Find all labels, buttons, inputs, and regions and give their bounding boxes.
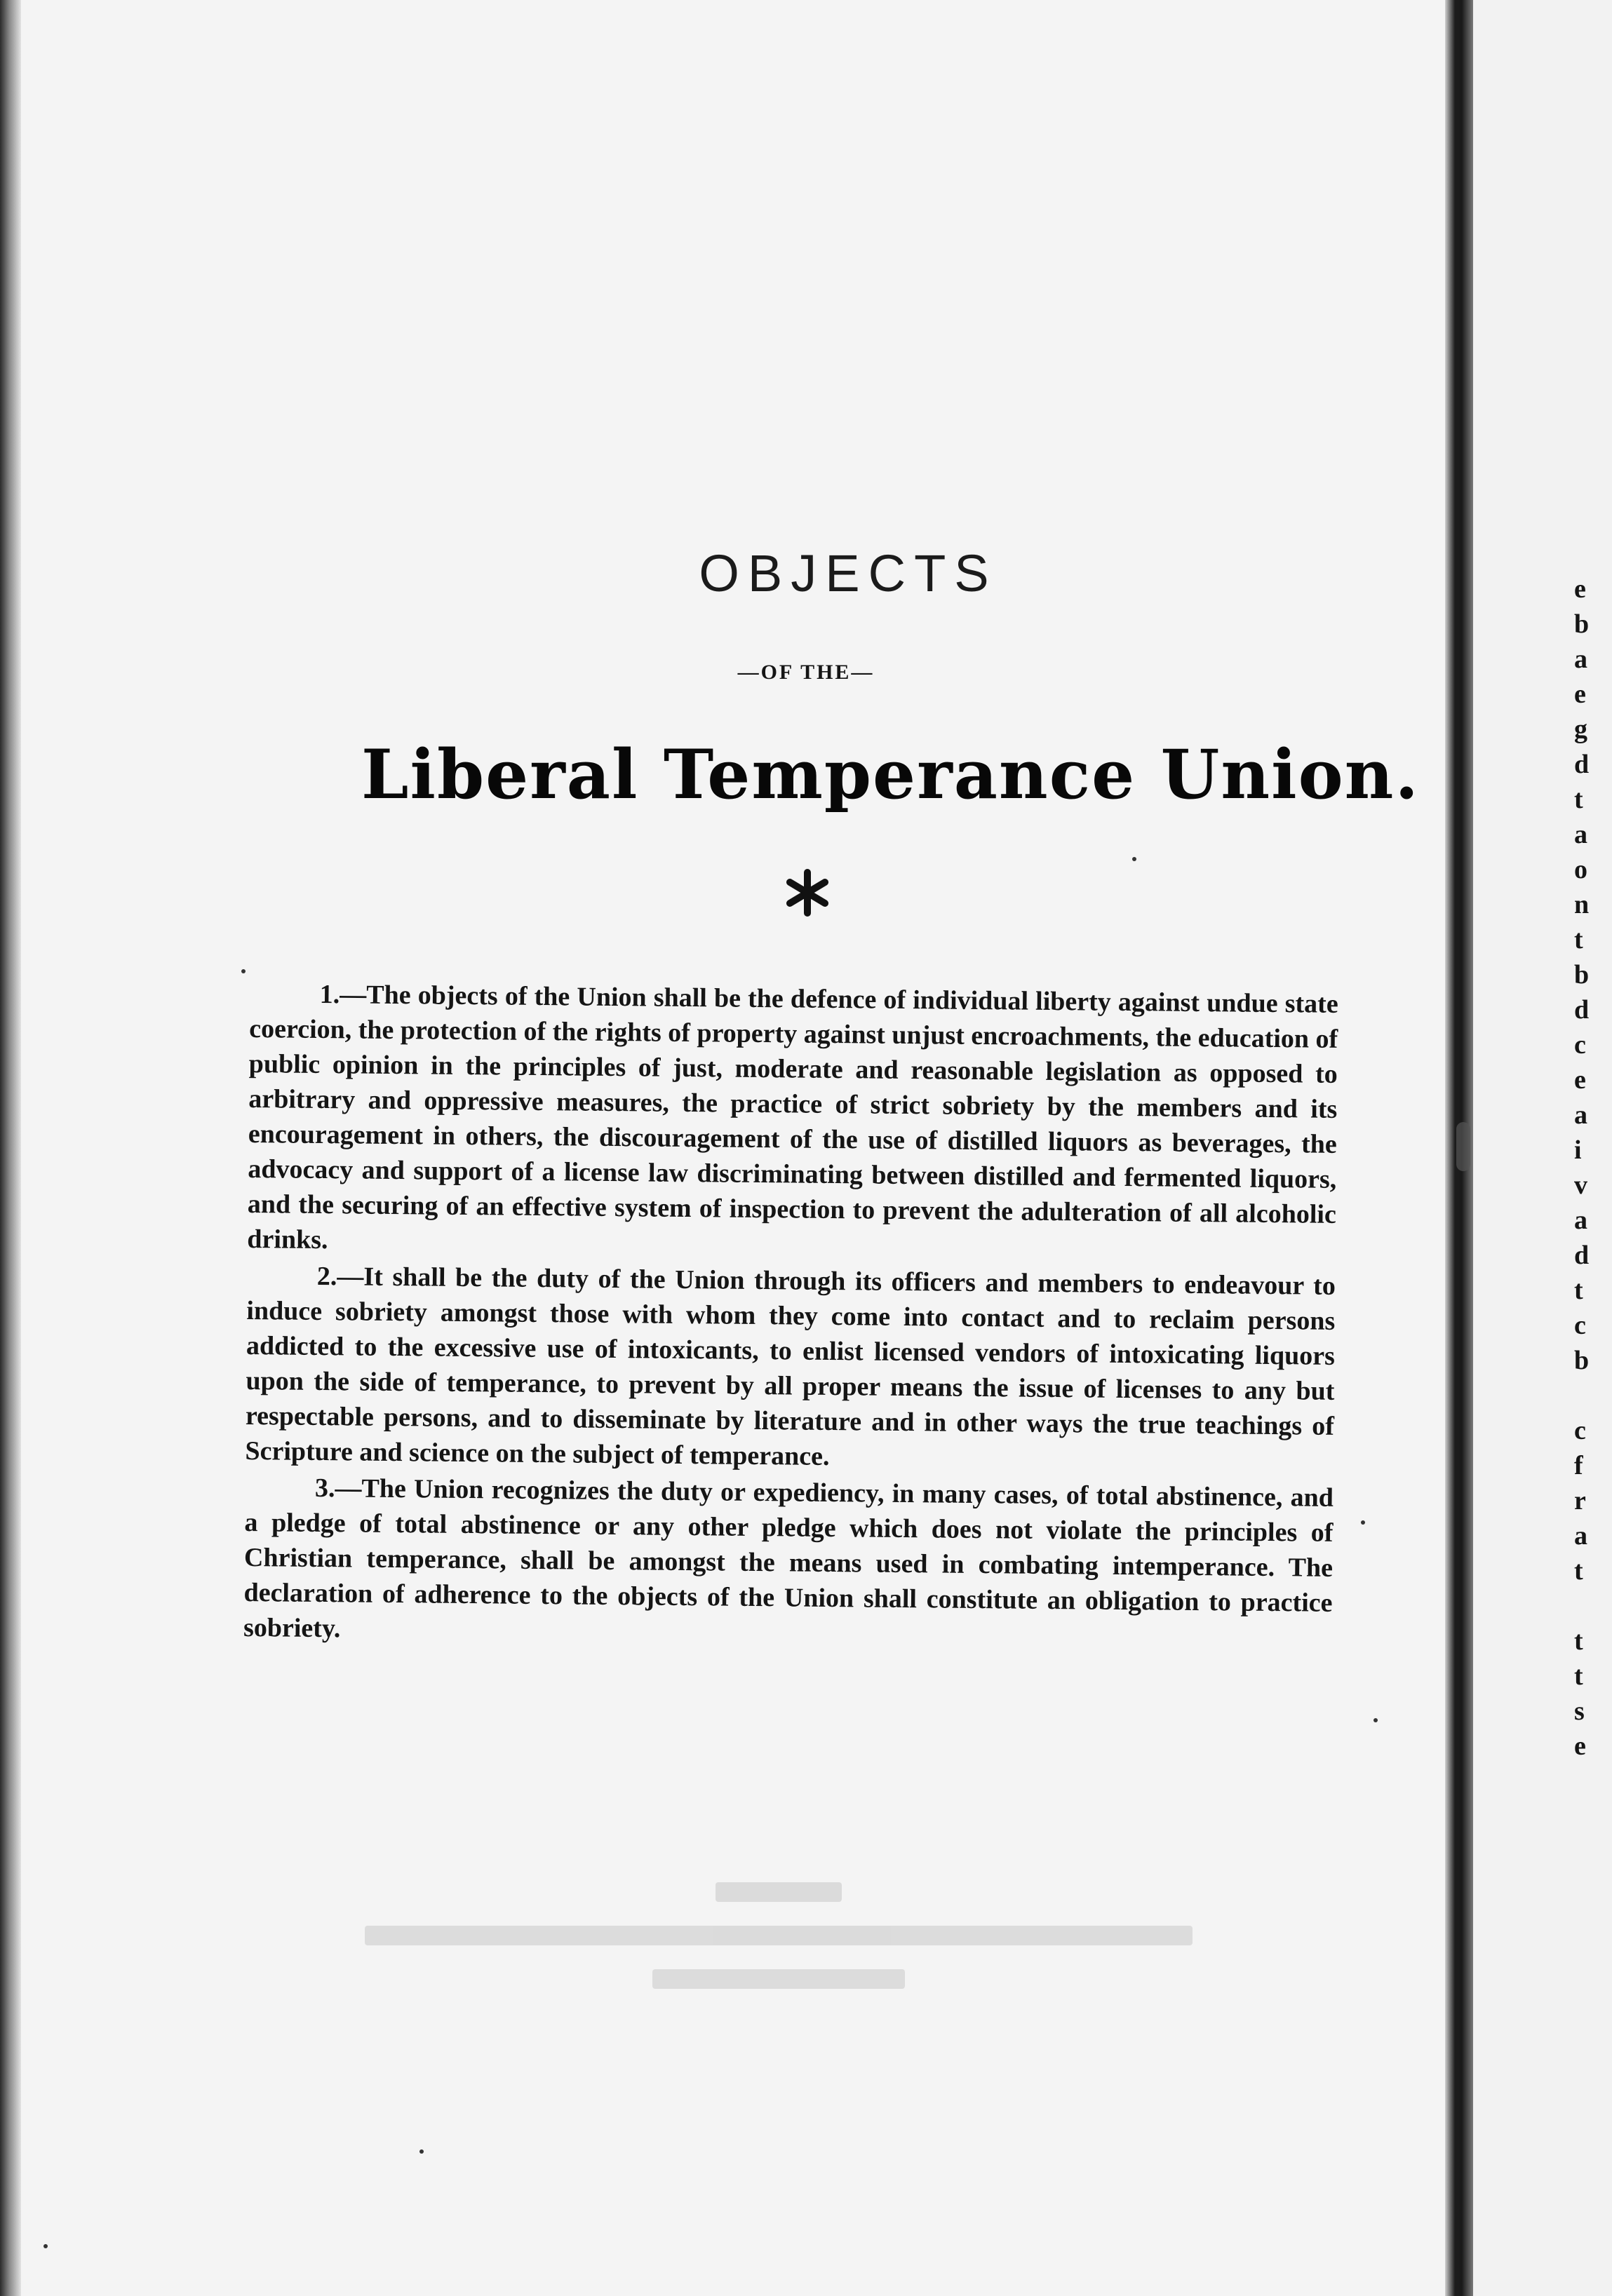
facing-letter: a	[1574, 1206, 1587, 1235]
facing-letter: s	[1574, 1696, 1585, 1726]
facing-letter: a	[1574, 644, 1587, 674]
gutter-shadow-mark	[1456, 1122, 1470, 1171]
facing-letter: a	[1574, 1100, 1587, 1130]
show-through-print	[295, 1858, 1263, 2041]
facing-letter: o	[1574, 855, 1587, 884]
facing-letter: i	[1574, 1135, 1582, 1165]
facing-letter: r	[1574, 1486, 1586, 1515]
paper-speck	[241, 969, 246, 973]
facing-letter: t	[1574, 1276, 1583, 1305]
objects-title: OBJECTS	[699, 544, 998, 602]
facing-letter: c	[1574, 1311, 1586, 1340]
facing-letter: d	[1574, 995, 1590, 1025]
facing-letter: g	[1574, 715, 1587, 744]
facing-letter: d	[1574, 750, 1590, 779]
facing-letter	[1574, 1378, 1609, 1413]
facing-letter: t	[1574, 785, 1583, 814]
asterisk-ornament-icon	[783, 868, 832, 917]
facing-letter: e	[1574, 680, 1586, 709]
facing-letter: f	[1574, 1451, 1583, 1480]
facing-letter: b	[1574, 609, 1590, 639]
paper-speck	[43, 2244, 48, 2248]
facing-letter: e	[1574, 1065, 1586, 1095]
left-page-edge	[0, 0, 21, 2296]
paper-speck	[1132, 857, 1136, 861]
facing-letter: t	[1574, 1626, 1583, 1656]
of-the-subheading: —OF THE—	[737, 661, 875, 684]
facing-letter: e	[1574, 574, 1586, 604]
article-1: 1.—The objects of the Union shall be the defence of individual liberty against undue state coercion, the protection of the rights of property against unjust encroachments, the education of public opinion in the principles of just, moderate and reasonable legislation as opposed to arbitrary and oppressive measures, the practice of strict sobriety by the members and its encouragement in others, the discouragement of the use of distilled liquors as beverages, the advocacy and support of a license law discriminating between distilled and fermented liquors, and the securing of an effective system of inspection to prevent the adulteration of all alcoholic drinks.	[247, 979, 1338, 1255]
facing-letter: t	[1574, 925, 1583, 954]
facing-letter: a	[1574, 820, 1587, 849]
facing-page-text-fragments	[1574, 572, 1609, 1764]
paper-speck	[1373, 1718, 1378, 1722]
article-2: 2.—It shall be the duty of the Union through its officers and members to endeavour to induce sobriety amongst those with whom they come into contact and to reclaim persons addicted to the excessive use of intoxicants, to enlist licensed vendors of intoxicating liquors upon the side of temperance, to prevent by all proper means the issue of licenses to any but respectable persons, and to disseminate by literature and in other ways the true teachings of Scripture and science on the subject of temperance.	[245, 1261, 1336, 1471]
article-3: 3.—The Union recognizes the duty or expediency, in many cases, of total abstinence, and a pledge of total abstinence or any other pledge which does not violate the principles of Christian temperance, shall be amongst the means used in combating intemperance. The declaration of adherence to the objects of the Union shall constitute an obligation to practice sobriety.	[243, 1473, 1334, 1644]
facing-letter: n	[1574, 890, 1590, 919]
facing-letter: b	[1574, 1346, 1590, 1375]
facing-letter: t	[1574, 1556, 1583, 1586]
objects-heading	[0, 543, 1612, 603]
facing-letter: c	[1574, 1030, 1586, 1060]
facing-letter: e	[1574, 1731, 1586, 1761]
paper-speck	[1361, 1520, 1365, 1525]
paper-speck	[419, 2149, 424, 2154]
facing-letter: v	[1574, 1170, 1587, 1200]
facing-letter: a	[1574, 1521, 1587, 1551]
union-title: Liberal Temperance Union.	[361, 735, 1420, 814]
facing-letter: t	[1574, 1661, 1583, 1691]
objects-article-list	[243, 976, 1338, 1657]
facing-letter: d	[1574, 1241, 1590, 1270]
facing-letter	[1574, 1588, 1609, 1623]
facing-letter: c	[1574, 1416, 1586, 1445]
facing-letter: b	[1574, 960, 1590, 990]
